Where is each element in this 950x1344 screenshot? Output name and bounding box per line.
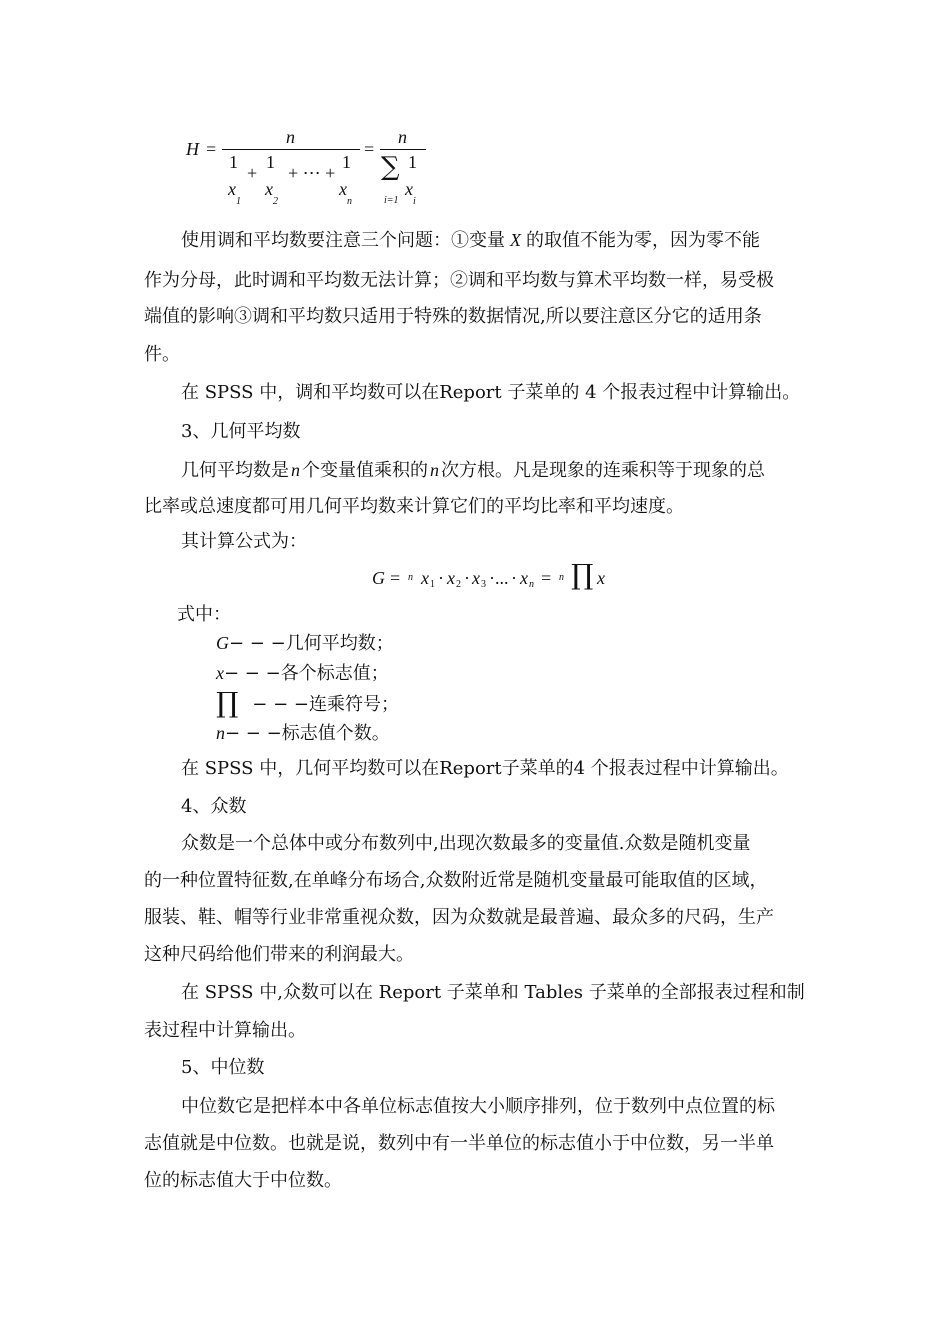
para7-line1: 在 SPSS 中,众数可以在 Report 子菜单和 Tables 子菜单的全部报表过程和制 bbox=[181, 982, 805, 1003]
definition-x-symbol: x bbox=[216, 663, 224, 683]
formula-g-root-index-2: n bbox=[559, 572, 564, 583]
para6-line4: 这种尺码给他们带来的利润最大。 bbox=[144, 944, 414, 965]
formula-g-root-index: n bbox=[408, 572, 413, 583]
formula-h-fraction-bar-2 bbox=[380, 149, 426, 150]
para7-line2: 表过程中计算输出。 bbox=[144, 1020, 306, 1041]
variable-n-2: n bbox=[430, 460, 439, 480]
formula-h-one-2: 1 bbox=[266, 152, 275, 172]
formula-g-dot3: · bbox=[489, 568, 495, 588]
formula-g-dot2: · bbox=[464, 568, 470, 588]
formula-h-one-1: 1 bbox=[229, 152, 238, 172]
formula-g-x: x bbox=[597, 568, 605, 588]
para2: 在 SPSS 中，调和平均数可以在Report 子菜单的 4 个报表过程中计算输出。 bbox=[181, 382, 801, 403]
variable-n: n bbox=[291, 460, 300, 480]
formula-g-sn: n bbox=[529, 579, 534, 590]
para1-line4: 件。 bbox=[144, 344, 180, 365]
para8-line2: 志值就是中位数。也就是说，数列中有一半单位的标志值小于中位数，另一半单 bbox=[144, 1133, 774, 1154]
para3-line1 bbox=[181, 459, 765, 482]
formula-h-sub2: 2 bbox=[273, 196, 278, 207]
formula-g-x1: x bbox=[421, 568, 429, 588]
heading-mode: 4、众数 bbox=[181, 796, 247, 817]
formula-g-equals: = bbox=[390, 568, 401, 588]
definition-n-symbol: n bbox=[216, 723, 225, 743]
product-symbol: ∏ bbox=[571, 558, 594, 591]
para6-line1: 众数是一个总体中或分布数列中,出现次数最多的变量值.众数是随机变量 bbox=[181, 833, 751, 854]
definition-n-text: − − −标志值个数。 bbox=[225, 723, 390, 744]
formula-g-xn: x bbox=[520, 568, 528, 588]
para1-line1-b: 的取值不能为零，因为零不能 bbox=[526, 230, 760, 251]
formula-g-equals-2: = bbox=[541, 568, 552, 588]
para3-line2: 比率或总速度都可用几何平均数来计算它们的平均比率和平均速度。 bbox=[144, 496, 684, 517]
formula-g-x3: x bbox=[472, 568, 480, 588]
formula-h-sub1: 1 bbox=[236, 196, 241, 207]
sigma-symbol: ∑ bbox=[381, 152, 400, 182]
definition-g-symbol: G bbox=[216, 633, 229, 653]
formula-h-xi: x bbox=[405, 179, 413, 199]
formula-h-fraction-bar bbox=[222, 149, 360, 150]
para8-line1: 中位数它是把样本中各单位标志值按大小顺序排列，位于数列中点位置的标 bbox=[181, 1096, 775, 1117]
definition-prod-symbol: ∏ bbox=[216, 686, 239, 719]
formula-g-s3: 3 bbox=[481, 579, 486, 590]
formula-intro: 其计算公式为： bbox=[181, 531, 307, 552]
definition-n bbox=[216, 722, 390, 745]
para3-line1-b: 个变量值乘积的 bbox=[302, 460, 428, 481]
formula-h-numerator-2: n bbox=[398, 127, 407, 147]
para6-line3: 服装、鞋、帽等行业非常重视众数，因为众数就是最普遍、最众多的尺码，生产 bbox=[144, 907, 774, 928]
para5: 在 SPSS 中，几何平均数可以在Report子菜单的4 个报表过程中计算输出。 bbox=[181, 758, 789, 779]
formula-h-x1: x bbox=[228, 179, 236, 199]
definition-prod-text: − − −连乘符号； bbox=[252, 694, 399, 715]
formula-h-subi: i bbox=[413, 196, 416, 207]
formula-g-lhs: G bbox=[372, 568, 385, 588]
para1-line1 bbox=[181, 229, 760, 252]
formula-h-equals-2: = bbox=[364, 139, 375, 159]
formula-h-numerator: n bbox=[286, 127, 295, 147]
where-label: 式中： bbox=[177, 604, 231, 625]
formula-h-lhs: H bbox=[186, 139, 199, 159]
para3-line1-a: 几何平均数是 bbox=[181, 460, 289, 481]
formula-g-x2: x bbox=[447, 568, 455, 588]
definition-x bbox=[216, 662, 389, 685]
para1-line2: 作为分母，此时调和平均数无法计算；②调和平均数与算术平均数一样，易受极 bbox=[144, 270, 774, 291]
formula-h-x2: x bbox=[265, 179, 273, 199]
definition-g bbox=[216, 632, 394, 655]
definition-x-text: − − −各个标志值； bbox=[224, 663, 389, 684]
formula-h-subn: n bbox=[347, 196, 352, 207]
para1-line3: 端值的影响③调和平均数只适用于特殊的数据情况,所以要注意区分它的适用条 bbox=[144, 306, 762, 327]
definition-prod bbox=[216, 686, 399, 719]
formula-h-xn: x bbox=[339, 179, 347, 199]
formula-h-one-4: 1 bbox=[408, 152, 417, 172]
formula-h-equals: = bbox=[206, 139, 217, 159]
heading-geometric-mean: 3、几何平均数 bbox=[181, 421, 301, 442]
definition-g-text: − − −几何平均数； bbox=[229, 633, 394, 654]
formula-h-one-3: 1 bbox=[342, 152, 351, 172]
heading-median: 5、中位数 bbox=[181, 1057, 265, 1078]
formula-g-s1: 1 bbox=[430, 579, 435, 590]
formula-h-plus-1: + bbox=[247, 163, 258, 183]
para8-line3: 位的标志值大于中位数。 bbox=[144, 1170, 342, 1191]
formula-g-s2: 2 bbox=[456, 579, 461, 590]
sigma-lower-limit: i=1 bbox=[384, 195, 399, 206]
variable-x: X bbox=[510, 230, 521, 250]
para3-line1-c: 次方根。凡是现象的连乘积等于现象的总 bbox=[441, 460, 765, 481]
formula-g-dot1: · bbox=[438, 568, 444, 588]
formula-h-dots: + ⋯ + bbox=[288, 163, 336, 183]
formula-g-ellipsis: ... bbox=[495, 568, 509, 588]
para1-line1-a: 使用调和平均数要注意三个问题：①变量 bbox=[181, 230, 505, 251]
formula-g-dot4: · bbox=[511, 568, 517, 588]
para6-line2: 的一种位置特征数,在单峰分布场合,众数附近常是随机变量最可能取值的区域， bbox=[144, 870, 768, 891]
